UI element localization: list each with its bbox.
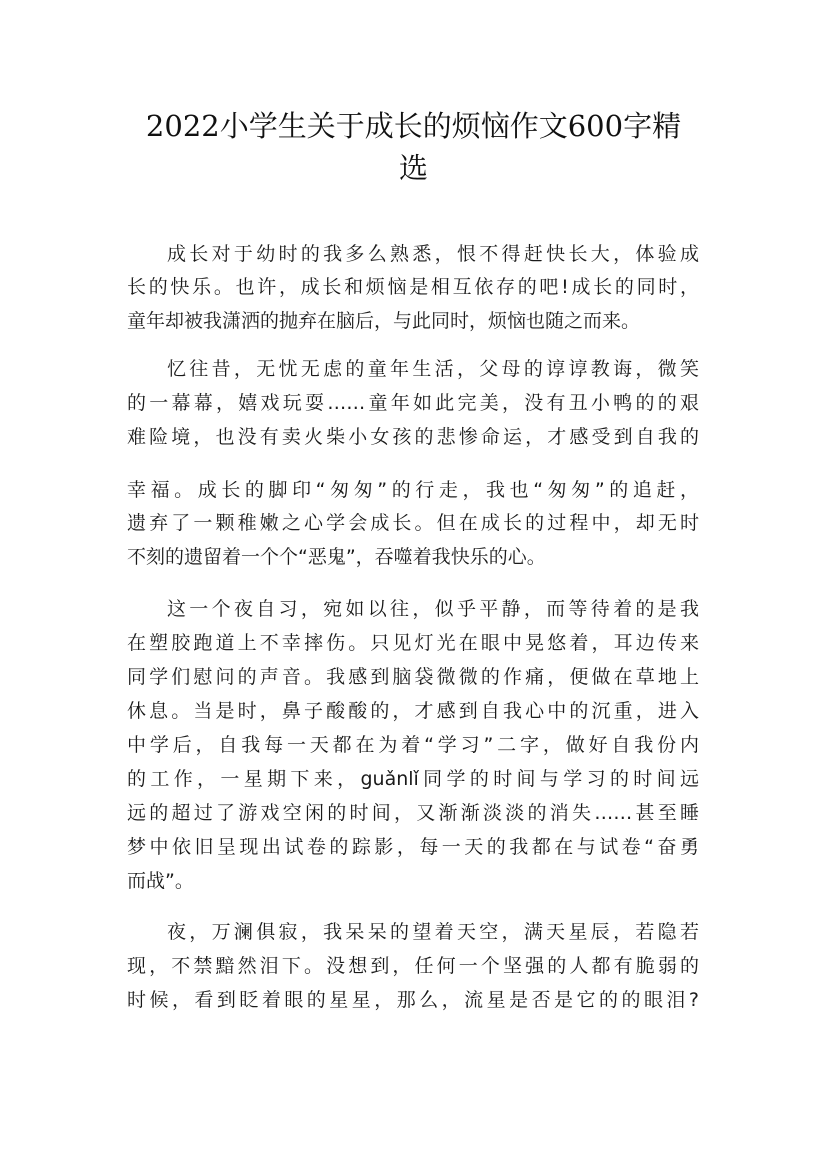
paragraph-line: 同学们慰问的声音。我感到脑袋微微的作痛，便做在草地上: [127, 666, 699, 688]
paragraph-line: 童年却被我潇洒的抛弃在脑后，与此同时，烦恼也随之而来。: [127, 310, 641, 332]
document-title-line-2: 选: [398, 151, 428, 185]
paragraph-line: 中学后，自我每一天都在为着“学习”二字，做好自我份内: [127, 734, 699, 756]
document-title-line-1: 2022小学生关于成长的烦恼作文600字精: [145, 109, 682, 143]
paragraph-line: 梦中依旧呈现出试卷的踪影，每一天的我都在与试卷“奋勇: [127, 836, 699, 858]
paragraph-line: 在塑胶跑道上不幸摔伤。只见灯光在眼中晃悠着，耳边传来: [127, 632, 699, 654]
paragraph-line: 的一幕幕，嬉戏玩耍……童年如此完美，没有丑小鸭的的艰: [127, 392, 699, 414]
paragraph-line: 长的快乐。也许，成长和烦恼是相互依存的吧!成长的同时，: [127, 276, 699, 298]
paragraph-line: 这一个夜自习，宛如以往，似乎平静，而等待着的是我: [167, 598, 699, 620]
paragraph-line: 远的超过了游戏空闲的时间，又渐渐淡淡的消失……甚至睡: [127, 802, 699, 824]
paragraph-line: 忆往昔，无忧无虑的童年生活，父母的谆谆教诲，微笑: [167, 358, 699, 380]
paragraph-line: 难险境，也没有卖火柴小女孩的悲惨命运，才感受到自我的: [127, 426, 699, 448]
paragraph-line: 现，不禁黯然泪下。没想到，任何一个坚强的人都有脆弱的: [127, 955, 699, 977]
paragraph-line: 不刻的遗留着一个个“恶鬼”，吞噬着我快乐的心。: [127, 546, 546, 568]
paragraph-line: 休息。当是时，鼻子酸酸的，才感到自我心中的沉重，进入: [127, 700, 699, 722]
paragraph-line: 幸福。成长的脚印“匆匆”的行走，我也“匆匆”的追赶，: [127, 479, 699, 501]
paragraph-line: 时候，看到眨着眼的星星，那么，流星是否是它的的眼泪?: [127, 989, 699, 1011]
paragraph-line: 夜，万澜俱寂，我呆呆的望着天空，满天星辰，若隐若: [167, 921, 699, 943]
paragraph-line: 而战”。: [127, 870, 194, 892]
paragraph-line: 的工作，一星期下来，guǎnlǐ同学的时间与学习的时间远: [127, 768, 699, 790]
paragraph-line: 遗弃了一颗稚嫩之心学会成长。但在成长的过程中，却无时: [127, 512, 699, 534]
paragraph-line: 成长对于幼时的我多么熟悉，恨不得赶快长大，体验成: [167, 243, 699, 265]
